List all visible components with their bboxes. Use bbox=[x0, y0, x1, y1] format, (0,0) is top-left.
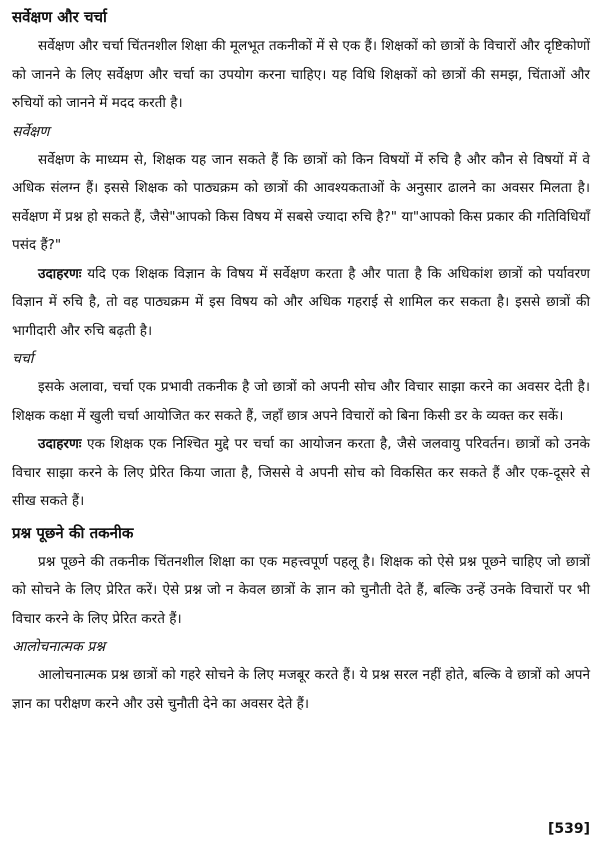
paragraph-survey-example bbox=[12, 260, 590, 346]
paragraph-critical-questions: आलोचनात्मक प्रश्न छात्रों को गहरे सोचने के लिए मजबूर करते हैं। ये प्रश्न सरल नहीं होते, बल्कि वे छात्रों को अपने ज्ञान का परीक्षण करने और उसे चुनौती देने का अवसर देते हैं। bbox=[12, 667, 590, 712]
example-text: एक शिक्षक एक निश्चित मुद्दे पर चर्चा का आयोजन करता है, जैसे जलवायु परिवर्तन। छात्रों को उनके विचार साझा करने के लिए प्रेरित किया जाता है, जिससे वे अपनी सोच को विकसित कर सकते हैं और एक-दूसरे से सीख सकते हैं। bbox=[12, 436, 590, 509]
section-heading-survey-discussion: सर्वेक्षण और चर्चा bbox=[12, 8, 107, 26]
paragraph-discussion-example bbox=[12, 430, 590, 516]
subheading-discussion: चर्चा bbox=[12, 351, 34, 367]
paragraph-survey-discussion-intro: सर्वेक्षण और चर्चा चिंतनशील शिक्षा की मूलभूत तकनीकों में से एक हैं। शिक्षकों को छात्रों के विचारों और दृष्टिकोणों को जानने के लिए सर्वेक्षण और चर्चा का उपयोग करना चाहिए। यह विधि शिक्षकों को छात्रों की समझ, चिंताओं और रुचियों को जानने में मदद करती है। bbox=[12, 38, 590, 111]
subheading-critical-questions: आलोचनात्मक प्रश्न bbox=[12, 639, 106, 655]
paragraph-discussion: इसके अलावा, चर्चा एक प्रभावी तकनीक है जो छात्रों को अपनी सोच और विचार साझा करने का अवसर देती है। शिक्षक कक्षा में खुली चर्चा आयोजित कर सकते हैं, जहाँ छात्र अपने विचारों को बिना किसी डर के व्यक्त कर सकें। bbox=[12, 379, 590, 424]
paragraph-questioning: प्रश्न पूछने की तकनीक चिंतनशील शिक्षा का एक महत्त्वपूर्ण पहलू है। शिक्षक को ऐसे प्रश्न पूछने चाहिए जो छात्रों को सोचने के लिए प्रेरित करें। ऐसे प्रश्न जो न केवल छात्रों के ज्ञान को चुनौती देते हैं, बल्कि उन्हें उनके विचारों पर भी विचार करने के लिए प्रेरित करते हैं। bbox=[12, 553, 590, 627]
section-heading-questioning: प्रश्न पूछने की तकनीक bbox=[12, 523, 134, 542]
paragraph-survey: सर्वेक्षण के माध्यम से, शिक्षक यह जान सकते हैं कि छात्रों को किन विषयों में रुचि है और कौन से विषयों में वे अधिक संलग्न हैं। इससे शिक्षक को पाठ्यक्रम को छात्रों की आवश्यकताओं के अनुसार ढालने का अवसर मिलता है। सर्वेक्षण में प्रश्न हो सकते हैं, जैसे"आपको किस विषय में सबसे ज्यादा रुचि है?" या"आपको किस प्रकार की गतिविधियाँ पसंद हैं?" bbox=[12, 151, 590, 253]
example-label: उदाहरणः bbox=[38, 436, 82, 452]
example-text: यदि एक शिक्षक विज्ञान के विषय में सर्वेक्षण करता है और पाता है कि अधिकांश छात्रों को पर्यावरण विज्ञान में रुचि है, तो वह पाठ्यक्रम में इस विषय को और अधिक गहराई से शामिल कर सकता है। इससे छात्रों की भागीदारी और रुचि बढ़ती है। bbox=[12, 265, 590, 339]
example-label: उदाहरणः bbox=[38, 265, 82, 282]
subheading-survey: सर्वेक्षण bbox=[12, 123, 50, 140]
page-number: [539] bbox=[547, 821, 590, 837]
